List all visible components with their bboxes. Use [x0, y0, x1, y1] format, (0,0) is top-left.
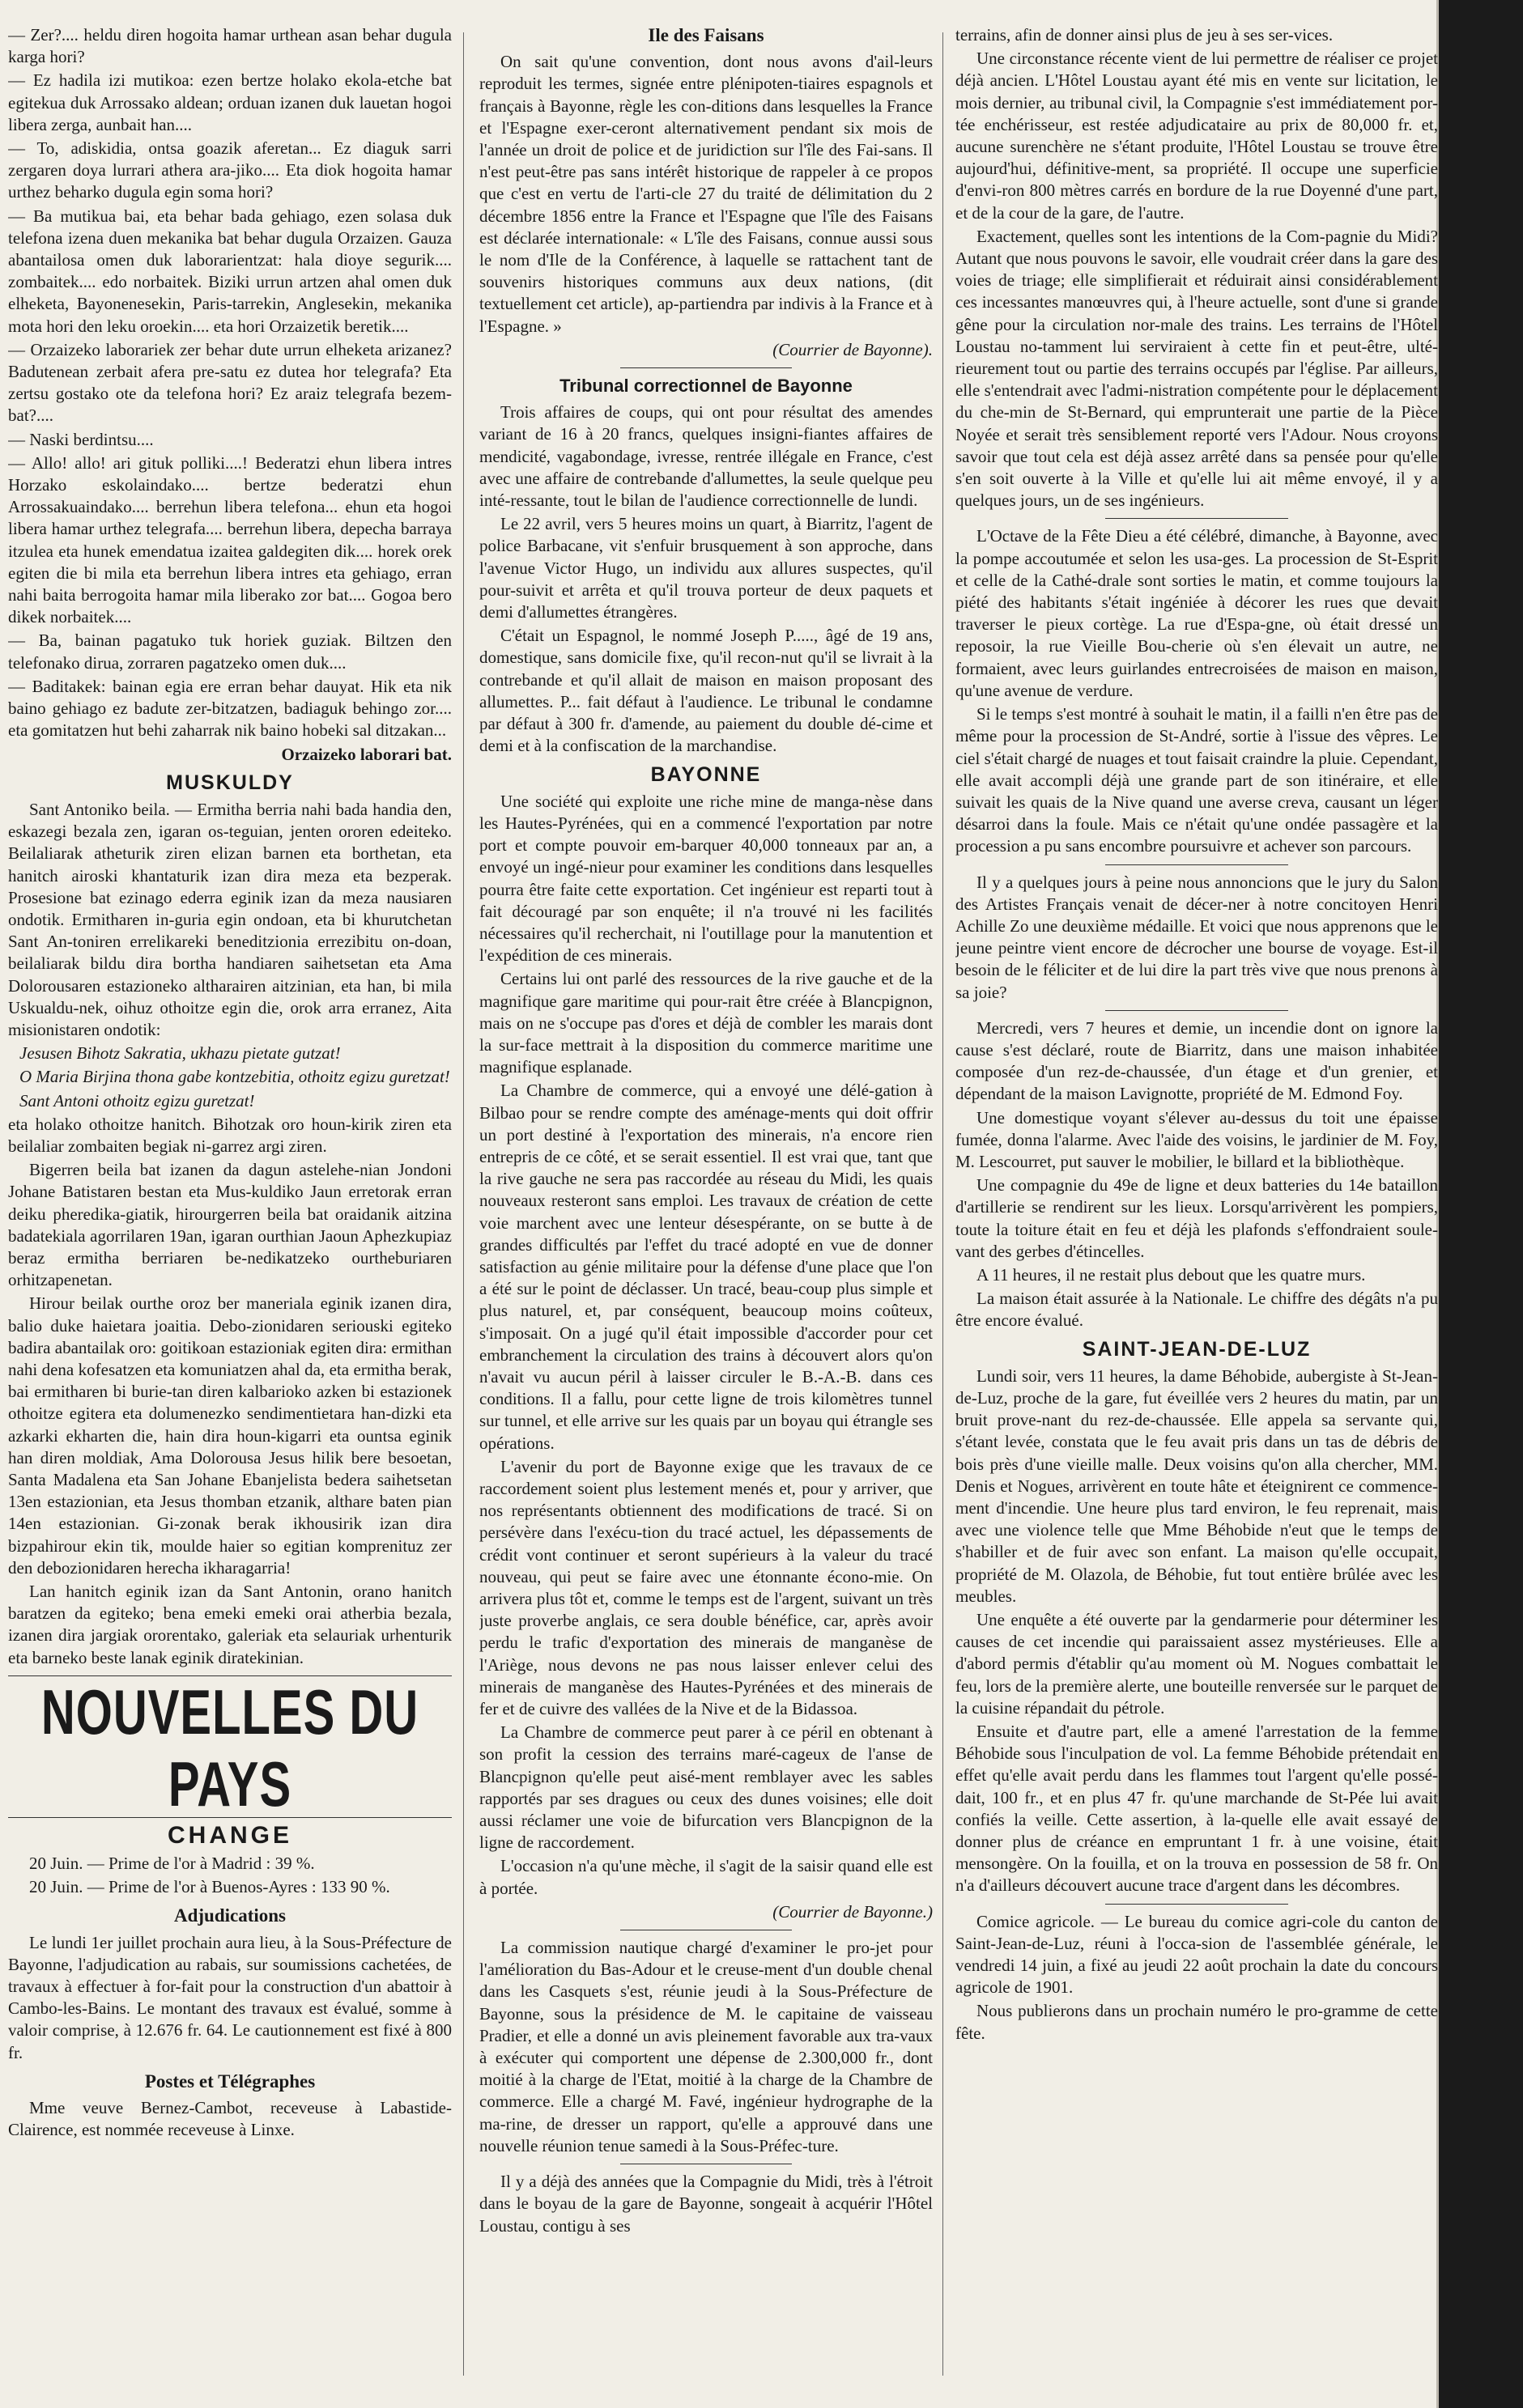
dialog-line: — Ba mutikua bai, eta behar bada gehiago, ezen solasa duk telefona izena duen mekanika bat behar dugula Orzaizen. Gauza abantailosa omen duk laborarientzat: hala dioye segurik.... zombaitek.... edo norbaitek. Biziki urrun artzen ahal omen duk elheketa, Bayonenesekin, Paris-tarrekin, Anglesekin, mekanika mota hori den leku oroekin.... eta hori Orzaizetik beretik....: [8, 206, 452, 336]
article-paragraph: Une domestique voyant s'élever au-dessus du toit une épaisse fumée, donna l'alarme. Avec l'aide des voisins, le jardinier de M. Foy, M. Lescourret, put sauver le mobilier, le billard et la bibliothèque.: [955, 1107, 1438, 1171]
article-paragraph: eta holako othoitze hanitch. Bihotzak oro houn-kirik ziren eta beilaliar zombaiten begiak ni-garrez argi ziren.: [8, 1114, 452, 1156]
dialog-line: — Naski berdintsu....: [8, 429, 154, 449]
article-paragraph: Sant Antoniko beila. — Ermitha berria nahi bada handia den, eskazegi bezala zen, igaran os-teguian, jenten ororen edeiteko. Beilaliarak atheturik ziren elizan barnen eta borthetan, eta hanitch airoski khantaturik izan dira meza eta bezperak. Prosesione bat ezinago ederra eginik izan da meza nausiaren ondotik. Ermitharen in-guria egin ondoan, eta bi khurutchetan Sant An-toniren errelikareki beneditzionia errezibitu on-doan, beilaliarak bildu dira bortha handiaren saihetsetan eta Ama Dolorousaren estazioneko altharairen aitzinian, eta han, bi mila Uskualdu-nek, oihuz othoitze egin die, orok arra erranez, Aita misionistaren ondotik:: [8, 799, 452, 1039]
article-paragraph: terrains, afin de donner ainsi plus de jeu à ses ser-vices.: [955, 25, 1334, 45]
article-paragraph: L'Octave de la Fête Dieu a été célébré, dimanche, à Bayonne, avec la pompe accoutumée et selon les usa-ges. La procession de St-Esprit et celle de la Cathé-drale sont sorties le matin, et comme toujours la piété des habitants s'était ingéniée à décorer les rues que devait traverser le pieux cortège. La rue d'Espa-gne, où était dressé un reposoir, la rue Vieille Bou-cherie où s'en élevait un autre, ne formaient, avec leurs guirlandes entrecroisées de maison en maison, qu'une avenue de verdure.: [955, 526, 1438, 700]
section-heading-tribunal: Tribunal correctionnel de Bayonne: [559, 376, 853, 397]
prayer-line: Jesusen Bihotz Sakratia, ukhazu pietate gutzat!: [19, 1043, 341, 1064]
section-heading-bayonne: BAYONNE: [650, 762, 762, 786]
article-paragraph: Certains lui ont parlé des ressources de la rive gauche et de la magnifique gare maritime qui pour-rait être créée à Blancpignon, mais on ne s'occupe pas d'ores et déjà de combler les marais dont la sur-face mettrait à la disposition du commerce maritime une magnifique esplanade.: [479, 969, 933, 1077]
article-divider: [1105, 1904, 1288, 1905]
dialog-line: — Orzaizeko laborariek zer behar dute urrun elheketa arizanez? Badutenean zerbait afera pre-satu ez dutea hor telegrafa? Eta zertsu gostako ote da telefona hori? Ez araiz telegrafa bezem-bat?....: [8, 339, 452, 426]
article-paragraph: Le 22 avril, vers 5 heures moins un quart, à Biarritz, l'agent de police Barbacane, vit s'enfuir brusquement à son approche, dans l'avenue Victor Hugo, un individu aux allures suspectes, qu'il pour-suivit et arrêta et qu'il trouva porteur de deux paquets et demi d'allumettes étrangères.: [479, 514, 933, 622]
section-heading-saint-jean-de-luz: SAINT-JEAN-DE-LUZ: [1082, 1337, 1312, 1361]
article-paragraph: Si le temps s'est montré à souhait le matin, il a failli n'en être pas de même pour la procession de St-André, sortie à l'issue des vêpres. Le ciel s'était chargé de nuages et tout faisait craindre la pluie. Cependant, elle avait accompli déjà une grande part de son itinéraire, et elle suivait les quais de la Nive quand une averse creva, causant un léger désarroi dans la foule. Mais ce n'était qu'une ondée passagère et la procession a pu sans encombre poursuivre et achever son parcours.: [955, 704, 1438, 856]
article-paragraph: Nous publierons dans un prochain numéro le pro-gramme de cette fête.: [955, 2001, 1438, 2043]
article-divider: [1105, 1010, 1288, 1011]
dialog-line: — To, adiskidia, ontsa goazik aferetan... Ez diaguk sarri zergaren doya lurrari athera ara-jiko.... Eta diok hogoita hamar urthez beharko dugula egin soma hori?: [8, 138, 452, 202]
article-paragraph: A 11 heures, il ne restait plus debout que les quatre murs.: [976, 1264, 1366, 1285]
article-divider: [620, 367, 793, 368]
article-paragraph: Une société qui exploite une riche mine de manga-nèse dans les Hautes-Pyrénées, qui en a commencé l'exportation par notre port et compte pouvoir em-barquer 40,000 tonneaux par an, a envoyé un ingé-nieur pour examiner les conditions dans lesquelles pourra être faite cette exportation. Cet ingénieur est reparti tout à fait découragé par son enquête; il n'a trouvé ni les facilités nécessaires qu'il recherchait, ni l'outillage pour la manutention et l'expédition de ces minerais.: [479, 791, 933, 966]
dialog-line: — Allo! allo! ari gituk polliki....! Bederatzi ehun libera intres Horzako eskolaindako.... bertze bederatzi ehun Arrossakuaindako.... berrehun libera telefona... ehun eta hogoi libera hamar urthez telegrafa.... berrehun libera, depecha barraya itzulea eta hunek emendatua izaitea galdegiten dik.... horek orek egiten die bi mila eta berrehun libera intres eta gehiago, erran nahi baita berrogoita hamar mila liberako zor bat.... Gogoa bero dikek norbaitek....: [8, 452, 452, 627]
section-heading-change: CHANGE: [167, 1821, 292, 1849]
article-paragraph: La Chambre de commerce peut parer à ce péril en obtenant à son profit la cession des terrains maré-cageux de l'anse de Blancpignon qu'elle peut aisé-ment remblayer avec les sables rapportés par ses dragues ou ceux des dunes voisines; elle doit aussi réclamer une voie de bifurcation vers Blancpignon de la ligne de raccordement.: [479, 1722, 933, 1853]
article-paragraph: Il y a quelques jours à peine nous annoncions que le jury du Salon des Artistes Français venait de décer-ner à notre concitoyen Henri Achille Zo une deuxième médaille. Et voici que nous apprenons que le jeune peintre vient encore de décrocher une bourse de voyage. Est-il besoin de le féliciter et de lui dire la part très vive que nous prenons à sa joie?: [955, 872, 1438, 1002]
article-paragraph: Une compagnie du 49e de ligne et deux batteries du 14e bataillon d'artillerie se rendirent sur les lieux. Lorsqu'arrivèrent les pompiers, toute la toiture était en feu et déjà les plafonds s'effondraient soule-vant des gerbes d'étincelles.: [955, 1175, 1438, 1261]
article-source: (Courrier de Bayonne).: [772, 339, 933, 359]
scan-border: [1439, 0, 1523, 2408]
dialog-line: — Zer?.... heldu diren hogoita hamar urthean asan behar dugula karga hori?: [8, 25, 452, 67]
dialog-line: — Ez hadila izi mutikoa: ezen bertze holako ekola-etche bat egitekua duk Arrossako aldean; orduan izanen duk lauetan hogoi libera zerga, aunbait han....: [8, 70, 452, 134]
dialog-line: — Baditakek: bainan egia ere erran behar dauyat. Hik eta nik baino gehiago ez badute zer-bitzatzen, badiaguk behingo zor.... eta gomitatzen hut behi zaharrak nik baino hobeki sal ditzakan...: [8, 676, 452, 741]
article-paragraph: Mercredi, vers 7 heures et demie, un incendie dont on ignore la cause s'est déclaré, route de Biarritz, dans une maison inhabitée composée d'un rez-de-chaussée, d'un étage et d'un grenier, et dépendant de la maison Lavignotte, propriété de M. Edmond Foy.: [955, 1017, 1438, 1104]
article-paragraph: Hirour beilak ourthe oroz ber maneriala eginik izanen dira, balio duke haietara joaitia. Debo-zionidaren seriouski egiteko badira abantailak oro: goitikoan estazioniak egiten dira: ermithan nahi dena kofesatzen eta komuniatzen ahal da, eta ermitha berak, bai ermitharen bi burie-tan diren kalbarioko azken bi estazionek othoitze egitera eta dolumenezko sendimentietara han-dizki eta azkarki ekharten die, hain dira houn-kigarri eta ountsa eginik han diren moldiak, Ama Dolorousa Jesus hilik bere besoetan, Santa Madalena eta San Johane Ebanjelista bedera saihetsetan 13en estazionian, eta Jesus thomban etzanik, althare baten pian 14en estazionian. Gi-zonak berak ikhousirik izan dira bizpahirour ekin tik, moulde haier so egitian komprenituz zer den debozionidaren herecha ikharagarria!: [8, 1293, 452, 1578]
article-paragraph: Une enquête a été ouverte par la gendarmerie pour déterminer les causes de cet incendie qui paraissaient assez mystérieuses. Elle a d'abord permis d'établir qu'au moment où M. Nogues combattait le feu, lors de la première alerte, une bouteille renversée sur le parquet de la cuisine répandait du pétrole.: [955, 1610, 1438, 1718]
article-paragraph: La Chambre de commerce, qui a envoyé une délé-gation à Bilbao pour se rendre compte des aménage-ments qui doit offrir un port destiné à l'exportation des minerais, n'a encore rien entrepris de ce côté, et se serait essentiel. Il est vrai que, tant que la rive gauche ne sera pas raccordée au réseau du Midi, les quais nouveaux resteront sans emploi. Les travaux de création de cette voie marchent avec une lenteur désespérante, on se butte à de grandes difficultés par l'effet du tracé adopté en vue de donner satisfaction au génie militaire pour la défense d'une place que l'on a été sur le point de déclasser. Un tracé, beau-coup plus simple et plus naturel, et, par conséquent, beaucoup moins coûteux, s'imposait. On a jugé qu'il était impossible d'accorder pour cet embranchement la circulation des trains à découvert alors qu'on n'avait vu aucun péril à laisser circuler le B.-A.-B. dans ces conditions. Il a fallu, pour cette ligne de trois kilomètres tunnel sur tunnel, et elle arrive sur les quais par un boyau qui étrangle ses opérations.: [479, 1081, 933, 1453]
article-paragraph: Lundi soir, vers 11 heures, la dame Béhobide, aubergiste à St-Jean-de-Luz, proche de la gare, fut éveillée vers 2 heures du matin, par un bruit prove-nant du rez-de-chaussée. Elle appela sa servante qui, s'étant levée, constata que le feu avait pris dans un tas de débris de bois près d'une vieille malle. Deux voisins qu'on alla chercher, MM. Denis et Nogues, arrivèrent en toute hâte et éteignirent ce commence-ment d'incendie. Une heure plus tard environ, le feu reprenait, mais avec une violence telle que Mme Béhobide n'eut que le temps de s'habiller et de fuir avec son enfant. La maison qu'elle occupait, propriété de M. Olazola, de Béhobie, fut tout entière brûlée avec les meubles.: [955, 1365, 1438, 1606]
article-paragraph: Le lundi 1er juillet prochain aura lieu, à la Sous-Préfecture de Bayonne, l'adjudication au rabais, sur soumissions cachetées, de travaux à effectuer à for-fait pour la construction d'un abattoir à Cambo-les-Bains. Le montant des travaux est évalué, somme à valoir comprise, à 12.676 fr. 64. Le cautionnement est fixé à 800 fr.: [8, 1932, 452, 2062]
prayer-line: Sant Antoni othoitz egizu guretzat!: [19, 1090, 255, 1111]
section-heading-ile-des-faisans: Ile des Faisans: [648, 25, 764, 45]
article-paragraph: Lan hanitch eginik izan da Sant Antonin, orano hanitch baratzen da egiteko; bena emeki emeki orai atherbia bezala, izanen dira jargiak ororentako, galeriak eta selauriak urhenturik eta barneko beste lanak eginik diratekinian.: [8, 1582, 452, 1667]
column-3: [955, 24, 1438, 2385]
change-line: 20 Juin. — Prime de l'or à Buenos-Ayres : 133 90 %.: [29, 1877, 390, 1897]
column-1: [8, 24, 452, 2385]
article-source: (Courrier de Bayonne.): [772, 1901, 933, 1922]
article-paragraph: La commission nautique chargé d'examiner le pro-jet pour l'amélioration du Bas-Adour et le creuse-ment d'un double chenal dans les Casquets s'est, réunie jeudi à la Sous-Préfecture de Bayonne, sous la présidence de M. le capitaine de vaisseau Pradier, et elle a donné un avis pleinement favorable aux tra-vaux à exécuter qui comportent une dépense de 2.300,000 fr., dont moitié à la charge de l'Etat, moitié à la charge de la Chambre de commerce. Elle a chargé M. Favé, ingénieur hydrographe de la ma-rine, de dresser un rapport, qu'elle a approuvé dans une nouvelle réunion tenue samedi à la Sous-Préfec-ture.: [479, 1938, 933, 2155]
column-rule: [942, 32, 943, 2376]
article-paragraph: Bigerren beila bat izanen da dagun astelehe-nian Jondoni Johane Batistaren bestan eta Mus-kuldiko Jaun erretorak erran deiku pheredika-giatik, hirourgerren beila bat oraidanik aitzina badatekiala agorrilaren 19an, igaran ourthian Jaoun Aphezkupiaz beraz ermitha berriaren be-nedikatzeko ourtheburiaren orhitzapenetan.: [8, 1160, 452, 1290]
article-paragraph: C'était un Espagnol, le nommé Joseph P....., âgé de 19 ans, domestique, sans domicile fixe, qu'il recon-nut qu'il se livrait à la contrebande et qu'il allait de maison en maison proposant des allumettes. P... fait défaut à l'audience. Le tribunal le condamne par défaut à 300 fr. d'amende, au paiement du double dé-cime et demi et à la confiscation de la marchandise.: [479, 626, 933, 756]
article-paragraph: Exactement, quelles sont les intentions de la Com-pagnie du Midi? Autant que nous pouvons le savoir, elle voudrait créer dans la gare des voies de triage; elle simplifierait et réduirait ainsi considérablement ces incessantes manœuvres qui, à l'heure actuelle, sont d'une si grande gêne pour la circulation nor-male des trains. Les terrains de l'Hôtel Loustau no-tamment lui serviraient à cette fin et peut-être, ulté-rieurement tout ou partie des terrains occupés par l'église. Par ailleurs, elle s'entendrait avec l'admi-nistration compétente pour le déplacement du che-min de St-Bernard, qui emprunterait une partie de la Pièce Noyée et serait très sensiblement reporté vers l'Adour. Nous croyons savoir que tout cela est déjà assez arrêté dans sa pensée pour qu'elle s'en soit ouverte à la Ville et qu'elle lui ait même envoyé, il y a quelques jours, un de ses ingénieurs.: [955, 226, 1438, 511]
article-paragraph: Trois affaires de coups, qui ont pour résultat des amendes variant de 16 à 20 francs, quelques insigni-fiantes affaires de mendicité, vagabondage, ivresse, rentrée illégale en France, c'est avec une affaire de contrebande d'allumettes, la seule quelque peu inté-ressante, tout le bilan de l'audience correctionnelle de lundi.: [479, 402, 933, 511]
article-paragraph: L'avenir du port de Bayonne exige que les travaux de ce raccordement soient plus lestement menés et, pour y arriver, que nos représentants obtiennent des modifications de tracé. Si on persévère dans l'exécu-tion du tracé actuel, les dépassements de crédit vont continuer et seront supérieurs à la valeur du tracé nouveau, qui peut se faire avec une étonnante écono-mie. On arrivera plus tôt et, comme le temps est de l'argent, suivant un très juste proverbe anglais, ce sera double bénéfice, car, après avoir perdu le trafic d'exportation des minerais de manganèse de l'Ariège, nous devons ne pas nous laisser enlever celui des minerais de manganèse des Hautes-Pyrénées et des minerais de fer et de cuivre des vallées de la Nive et de la Bidassoa.: [479, 1456, 933, 1719]
article-paragraph: On sait qu'une convention, dont nous avons d'ail-leurs reproduit les termes, signée entre plénipoten-tiaires espagnols et français à Bayonne, règle les con-ditions dans lesquelles la France et l'Espagne exer-ceront alternativement pendant six mois de l'année un droit de police et de juridiction sur l'île des Fai-sans. Il n'est peut-être pas sans intérêt historique de rappeler à ce propos que c'est en vertu de l'arti-cle 27 du traité de délimitation du 2 décembre 1856 entre la France et l'Espagne que l'île des Faisans est déclarée internationale: « L'île des Faisans, connue aussi sous le nom d'Ile de la Conférence, à laquelle se rattachent tant de souvenirs historiques communs aux deux nations, (dit textuellement cet article), ap-partiendra par indivis à la France et à l'Espagne. »: [479, 52, 933, 336]
dialog-line: — Ba, bainan pagatuko tuk horiek guziak. Biltzen den telefonako dirua, zorraren pagatzeko omen duk....: [8, 631, 452, 673]
masthead-nouvelles-du-pays: NOUVELLES DU PAYS: [40, 1676, 419, 1820]
prayer-line: O Maria Birjina thona gabe kontzebitia, othoitz egizu guretzat!: [19, 1067, 450, 1087]
section-heading-adjudications: Adjudications: [173, 1905, 287, 1926]
article-paragraph: Ensuite et d'autre part, elle a amené l'arrestation de la femme Béhobide sous l'inculpation de vol. La femme Béhobide prétendait en effet qu'elle avait perdu dans les flammes tout l'argent qu'elle possé-dait, 100 fr., et en plus 47 fr. qu'une marchande de St-Pée lui avait confiés la veille. Cette assertion, à la-quelle elle avait essayé de donner plus de créance en empruntant 1 fr. à une voisine, était mensongère. On la fouilla, et on la trouva en possession de 58 fr. On n'a d'ailleurs découvert aucune trace d'argent dans les décombres.: [955, 1722, 1438, 1896]
article-divider: [1105, 518, 1288, 519]
column-rule: [463, 32, 464, 2376]
article-paragraph: L'occasion n'a qu'une mèche, il s'agit de la saisir quand elle est à portée.: [479, 1856, 933, 1898]
dialog-signature: Orzaizeko laborari bat.: [281, 744, 452, 764]
section-heading-postes: Postes et Télégraphes: [144, 2070, 316, 2092]
section-heading-muskuldy: MUSKULDY: [166, 771, 294, 794]
article-paragraph: La maison était assurée à la Nationale. Le chiffre des dégâts n'a pu être encore évalué.: [955, 1289, 1438, 1331]
change-line: 20 Juin. — Prime de l'or à Madrid : 39 %.: [29, 1854, 315, 1874]
article-paragraph: Comice agricole. — Le bureau du comice agri-cole du canton de Saint-Jean-de-Luz, réuni à l'occa-sion de l'assemblée générale, le vendredi 14 juin, a fixé au jeudi 22 août prochain la date du concours agricole de 1901.: [955, 1911, 1438, 1998]
article-divider: [1105, 864, 1288, 865]
article-paragraph: Une circonstance récente vient de lui permettre de réaliser ce projet déjà ancien. L'Hôtel Loustau ayant été mis en vente sur licitation, le mois dernier, au tribunal civil, la Compagnie s'est immédiatement por-tée enchérisseur, est restée adjudicataire au prix de 80,000 fr. et, aucune surenchère ne s'étant produite, l'Hôtel Loustau se trouve être aujourd'hui, définitive-ment, sa propriété. Il occupe une superficie d'envi-ron 800 mètres carrés en bordure de la rue Doyenné d'une part, et de la cour de la gare, de l'autre.: [955, 49, 1438, 223]
column-2: [479, 24, 933, 2385]
article-paragraph: Mme veuve Bernez-Cambot, receveuse à Labastide-Clairence, est nommée receveuse à Linxe.: [8, 2098, 452, 2140]
article-paragraph: Il y a déjà des années que la Compagnie du Midi, très à l'étroit dans le boyau de la gare de Bayonne, songeait à acquérir l'Hôtel Loustau, contigu à ses: [479, 2172, 933, 2236]
